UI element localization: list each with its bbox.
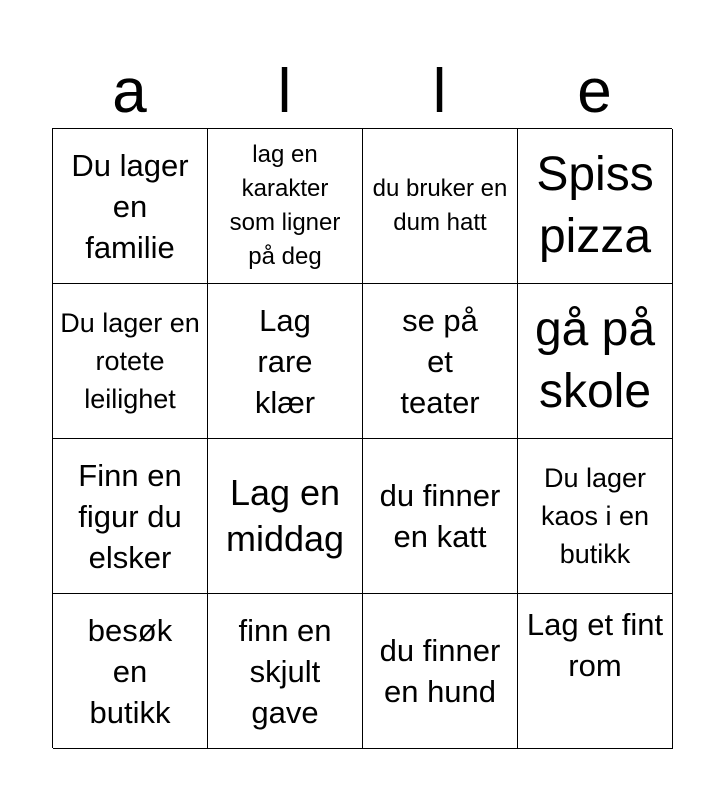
cell-text: du finner en katt: [379, 478, 501, 554]
bingo-board: [52, 128, 672, 748]
header-letter-1: a: [112, 57, 147, 126]
cell-text: gå på skole: [534, 303, 656, 418]
cell-text: lag en karakter som ligner på deg: [229, 141, 341, 270]
bingo-cell[interactable]: [208, 284, 363, 439]
bingo-cell[interactable]: [363, 439, 518, 594]
bingo-cell[interactable]: [518, 129, 673, 284]
cell-text: Du lager kaos i en butikk: [540, 463, 650, 569]
cell-text: Du lager en familie: [71, 147, 189, 265]
cell-text: du bruker en dum hatt: [372, 175, 508, 236]
bingo-cell[interactable]: [208, 129, 363, 284]
header-letter-4: e: [577, 57, 612, 126]
bingo-cell[interactable]: [518, 284, 673, 439]
cell-text: finn en skjult gave: [238, 612, 332, 730]
bingo-cell[interactable]: [53, 129, 208, 284]
bingo-cell[interactable]: [363, 284, 518, 439]
bingo-cell[interactable]: [208, 594, 363, 749]
cell-text: Finn en figur du elsker: [78, 457, 182, 575]
bingo-cell[interactable]: [208, 439, 363, 594]
cell-text: Lag en middag: [225, 472, 345, 559]
cell-text: se på et teater: [400, 302, 480, 420]
bingo-cell[interactable]: [518, 439, 673, 594]
bingo-header: [52, 58, 672, 126]
cell-text: Lag rare klær: [254, 302, 316, 420]
header-letter-3: l: [432, 57, 447, 126]
cell-text: du finner en hund: [379, 633, 501, 709]
bingo-cell[interactable]: [518, 594, 673, 749]
bingo-cell[interactable]: [53, 594, 208, 749]
bingo-cell[interactable]: [53, 284, 208, 439]
cell-text: besøk en butikk: [87, 612, 173, 730]
cell-text: Du lager en rotete leilighet: [60, 308, 200, 414]
bingo-cell[interactable]: [53, 439, 208, 594]
header-letter-2: l: [277, 57, 292, 126]
bingo-cell[interactable]: [363, 594, 518, 749]
cell-text: Lag et fint rom: [526, 607, 664, 683]
bingo-cell[interactable]: [363, 129, 518, 284]
cell-text: Spiss pizza: [536, 148, 654, 263]
